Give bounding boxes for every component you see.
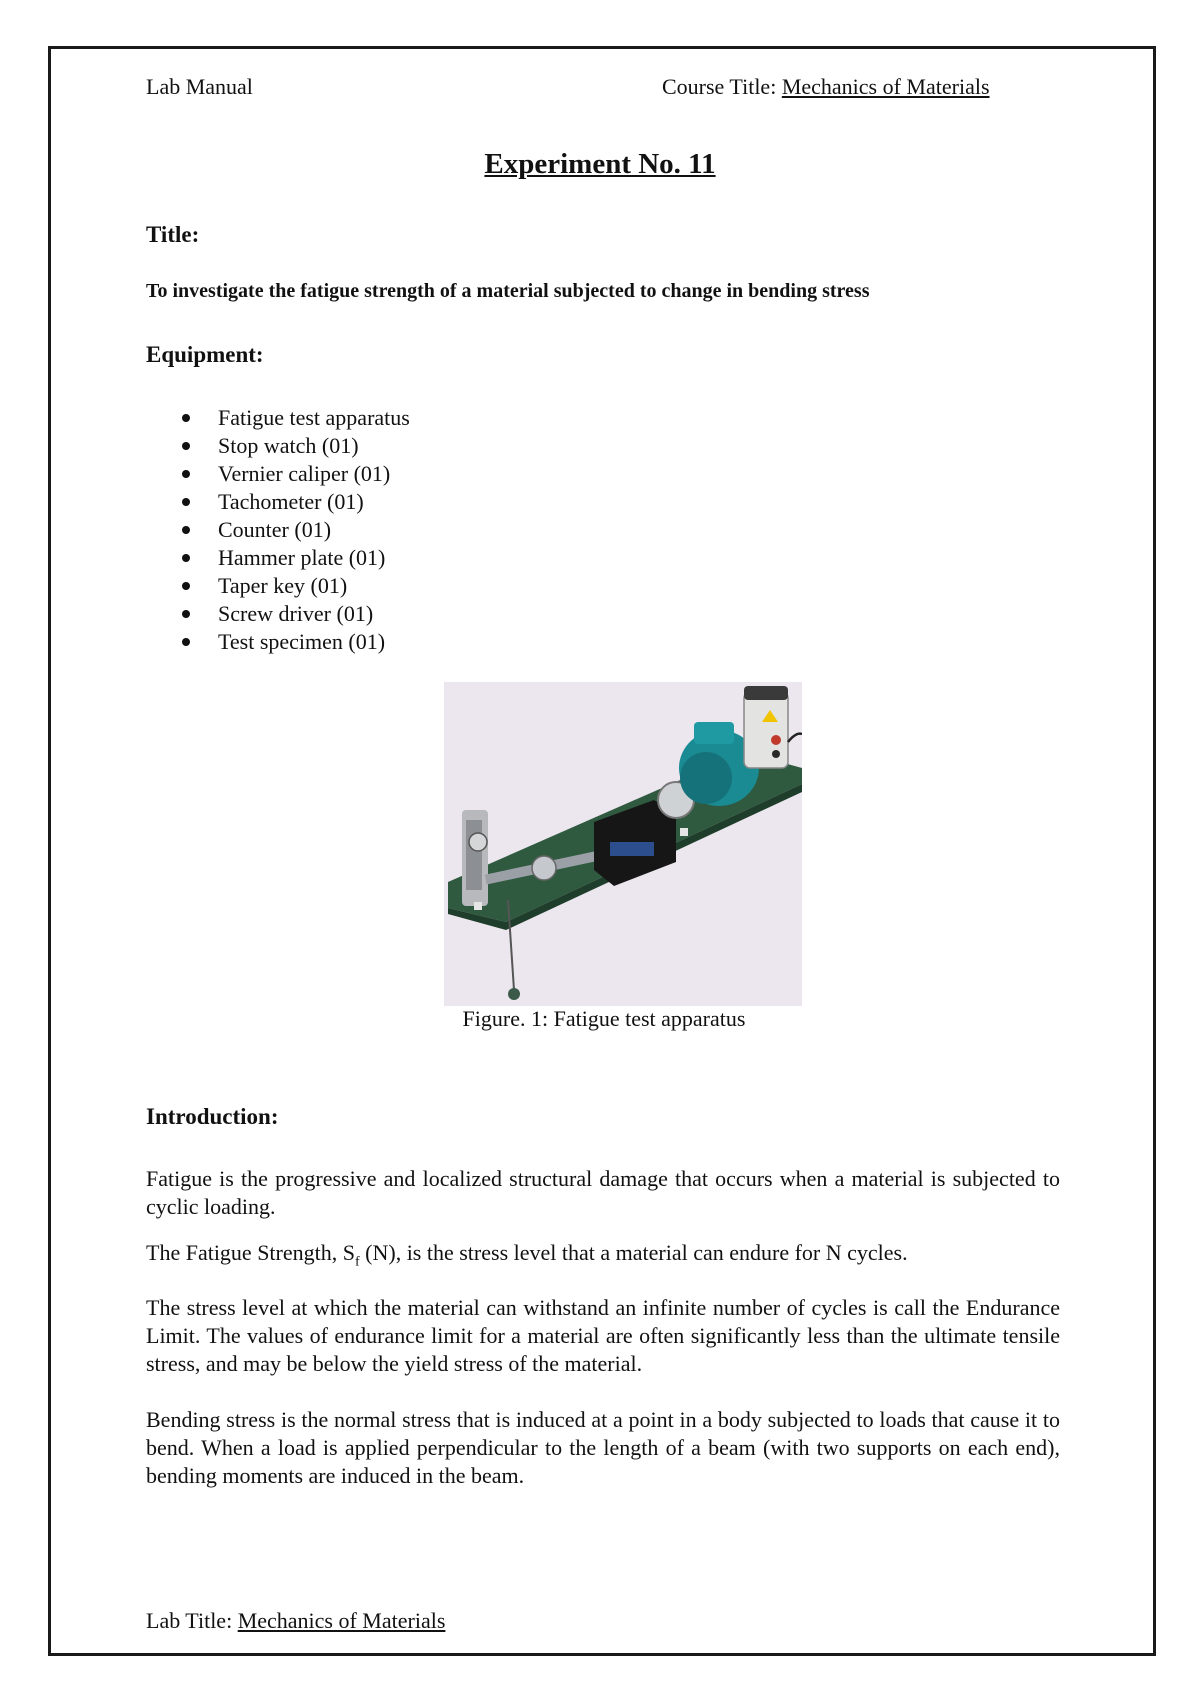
equipment-item: Hammer plate (01) bbox=[0, 544, 410, 572]
title-text: To investigate the fatigue strength of a material subjected to change in bending stress bbox=[146, 280, 870, 302]
equipment-item: Screw driver (01) bbox=[0, 600, 410, 628]
footer-label: Lab Title: bbox=[146, 1608, 238, 1633]
fatigue-strength-rest: (N), is the stress level that a material can endure for N cycles. bbox=[359, 1240, 908, 1265]
fatigue-apparatus-image bbox=[444, 682, 802, 1006]
equipment-item: Counter (01) bbox=[0, 516, 410, 544]
intro-paragraph-4: Bending stress is the normal stress that is induced at a point in a body subjected to loads that cause it to bend. When a load is applied perpendicular to the length of a beam (with two supports on each end), bending moments are induced in the beam. bbox=[146, 1407, 1060, 1488]
equipment-item: Tachometer (01) bbox=[0, 488, 410, 516]
course-title-label: Course Title: bbox=[662, 74, 782, 99]
equipment-heading: Equipment: bbox=[146, 342, 264, 367]
intro-paragraph-2 bbox=[146, 1239, 1060, 1276]
footer-name: Mechanics of Materials bbox=[237, 1608, 446, 1633]
header-course-title bbox=[662, 74, 990, 100]
equipment-item: Vernier caliper (01) bbox=[0, 460, 410, 488]
figure-caption: Figure. 1: Fatigue test apparatus bbox=[462, 1006, 746, 1031]
equipment-item: Taper key (01) bbox=[0, 572, 410, 600]
footer-lab-title bbox=[146, 1608, 445, 1634]
subscript-f: f bbox=[354, 1254, 360, 1270]
experiment-title: Experiment No. 11 bbox=[484, 148, 716, 180]
equipment-item: Stop watch (01) bbox=[0, 432, 410, 460]
intro-paragraph-3: The stress level at which the material can withstand an infinite number of cycles is call the Endurance Limit. The values of endurance limit for a material are often significantly less than the ultimate tensile stress, and may be below the yield stress of the material. bbox=[146, 1295, 1060, 1376]
equipment-list bbox=[0, 404, 410, 656]
equipment-item: Fatigue test apparatus bbox=[0, 404, 410, 432]
equipment-item: Test specimen (01) bbox=[0, 628, 410, 656]
intro-paragraph-1: Fatigue is the progressive and localized structural damage that occurs when a material is subjected to cyclic loading. bbox=[146, 1166, 1060, 1219]
introduction-heading: Introduction: bbox=[146, 1104, 279, 1129]
course-title-name: Mechanics of Materials bbox=[781, 74, 990, 99]
title-heading: Title: bbox=[146, 222, 200, 247]
fatigue-strength-text: The Fatigue Strength, S bbox=[146, 1240, 355, 1265]
header-lab-manual: Lab Manual bbox=[146, 74, 253, 99]
